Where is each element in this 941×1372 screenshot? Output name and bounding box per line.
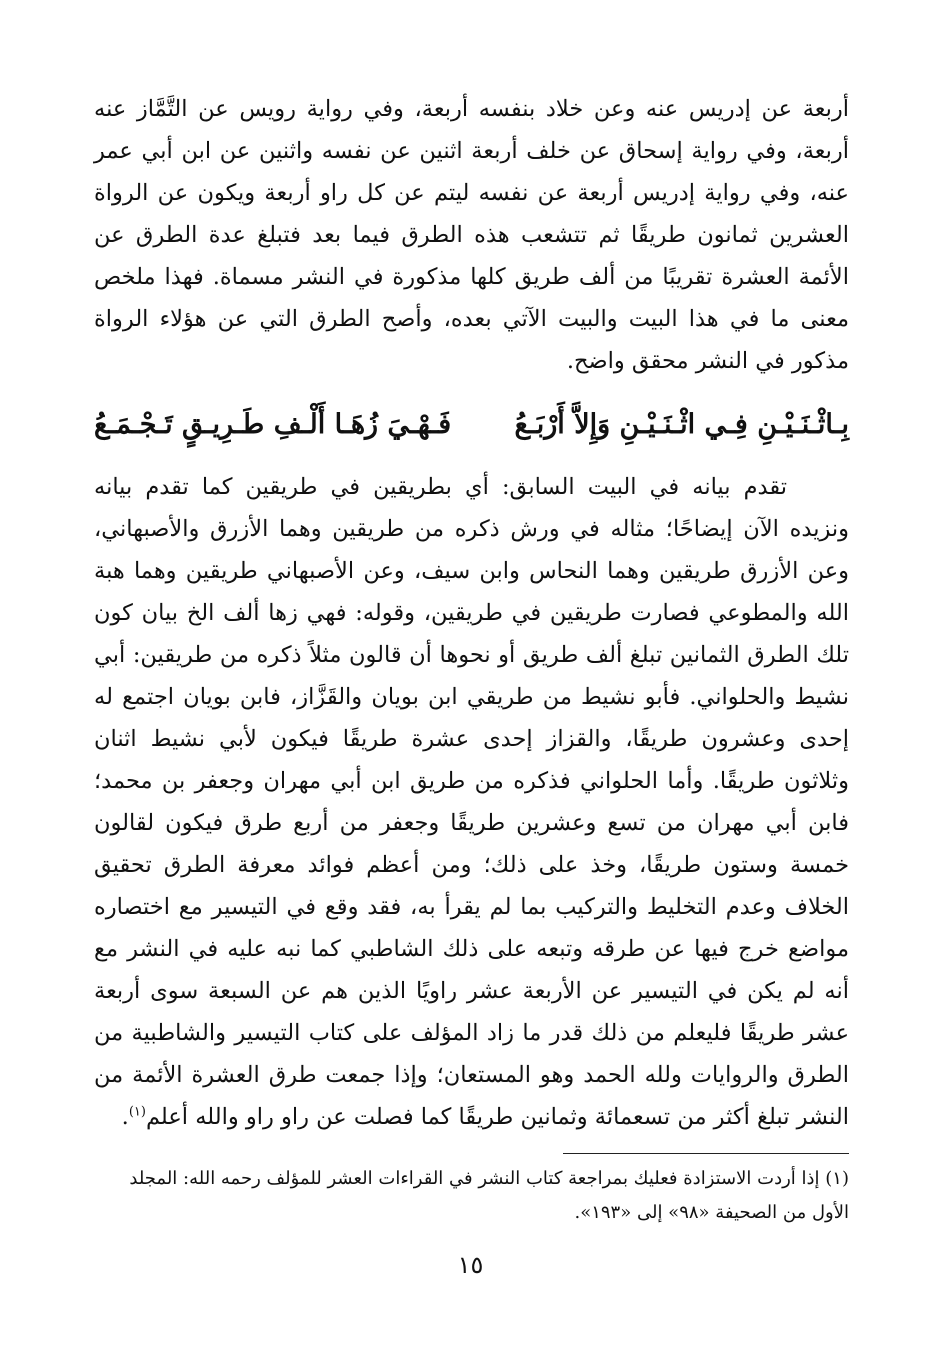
footnote-reference: (١) (128, 1104, 146, 1120)
body-paragraph-2 (94, 466, 849, 1138)
footnote-divider (563, 1153, 849, 1154)
footnote (94, 1162, 849, 1230)
verse-first-hemistich: بِـاثْـنَـيْـنِ فِـي اثْـنَـيْـنِ وَإِلاَّ أَرْبَـعُ (514, 409, 849, 440)
commentary-end-mark: . (121, 1104, 129, 1130)
page-number: ١٥ (457, 1251, 484, 1279)
footnote-marker: (١) (825, 1168, 849, 1189)
poem-verse (94, 400, 849, 450)
footnote-text: إذا أردت الاستزادة فعليك بمراجعة كتاب النشر في القراءات العشر للمؤلف رحمه الله: المجلد الأول من الصحيفة «٩٨» إلى «١٩٣». (129, 1168, 849, 1223)
commentary-text: تقدم بيانه في البيت السابق: أي بطريقين في طريقين كما تقدم بيانه ونزيده الآن إيضاحًا؛ مثاله في ورش ذكره من طريقين وهما الأزرق والأصبهاني، وعن الأزرق طريقين وهما النحاس وابن سيف، وعن الأصبهاني طريقين وهما هبة الله والمطوعي فصارت طريقين في طريقين، وقوله: فهي زها ألف الخ بيان كون تلك الطرق الثمانين تبلغ ألف طريق أو نحوها أن قالون مثلاً ذكره من طريقين: أبي نشيط والحلواني. فأبو نشيط من طريقي ابن بويان والقَزَّاز، فابن بويان اجتمع له إحدى وعشرون طريقًا، والقزاز إحدى عشرة طريقًا فيكون لأبي نشيط اثنان وثلاثون طريقًا. وأما الحلواني فذكره من طريق ابن أبي مهران وجعفر بن محمد؛ فابن أبي مهران من تسع وعشرين طريقًا وجعفر من أربع طرق فيكون لقالون خمسة وستون طريقًا، وخذ على ذلك؛ ومن أعظم فوائد معرفة الطرق تحقيق الخلاف وعدم التخليط والتركيب بما لم يقرأ به، فقد وقع في التيسير مع اختصاره مواضع خرج فيها عن طرقه وتبعه على ذلك الشاطبي كما نبه عليه في النشر مع أنه لم يكن في التيسير عن الأربعة عشر راويًا الذين هم عن السبعة سوى أربعة عشر طريقًا فليعلم من ذلك قدر ما زاد المؤلف على كتاب التيسير والشاطبية من الطرق والروايات ولله الحمد وهو المستعان؛ وإذا جمعت طرق العشرة الأئمة من النشر تبلغ أكثر من تسعمائة وثمانين طريقًا كما فصلت عن راو راو والله أعلم (94, 474, 849, 1130)
verse-second-hemistich: فَـهْـيَ زُهَـا أَلْـفِ طَـرِيـقٍ تَـجْـمَـعُ (94, 409, 452, 440)
body-paragraph-1: أربعة عن إدريس عنه وعن خلاد بنفسه أربعة، وفي رواية رويس عن التَّمَّاز عنه أربعة، وفي رواية إسحاق عن خلف أربعة اثنين عن نفسه واثنين عن ابن أبي عمر عنه، وفي رواية إدريس أربعة عن نفسه ليتم عن كل راو أربعة ويكون عن الرواة العشرين ثمانون طريقًا ثم تتشعب هذه الطرق فيما بعد فتبلغ عدة الطرق عن الأئمة العشرة تقريبًا من ألف طريق كلها مذكورة في النشر مسماة. فهذا ملخص معنى ما في هذا البيت والبيت الآتي بعده، وأصح الطرق التي عن هؤلاء الرواة مذكور في النشر محقق واضح. (94, 96, 849, 374)
